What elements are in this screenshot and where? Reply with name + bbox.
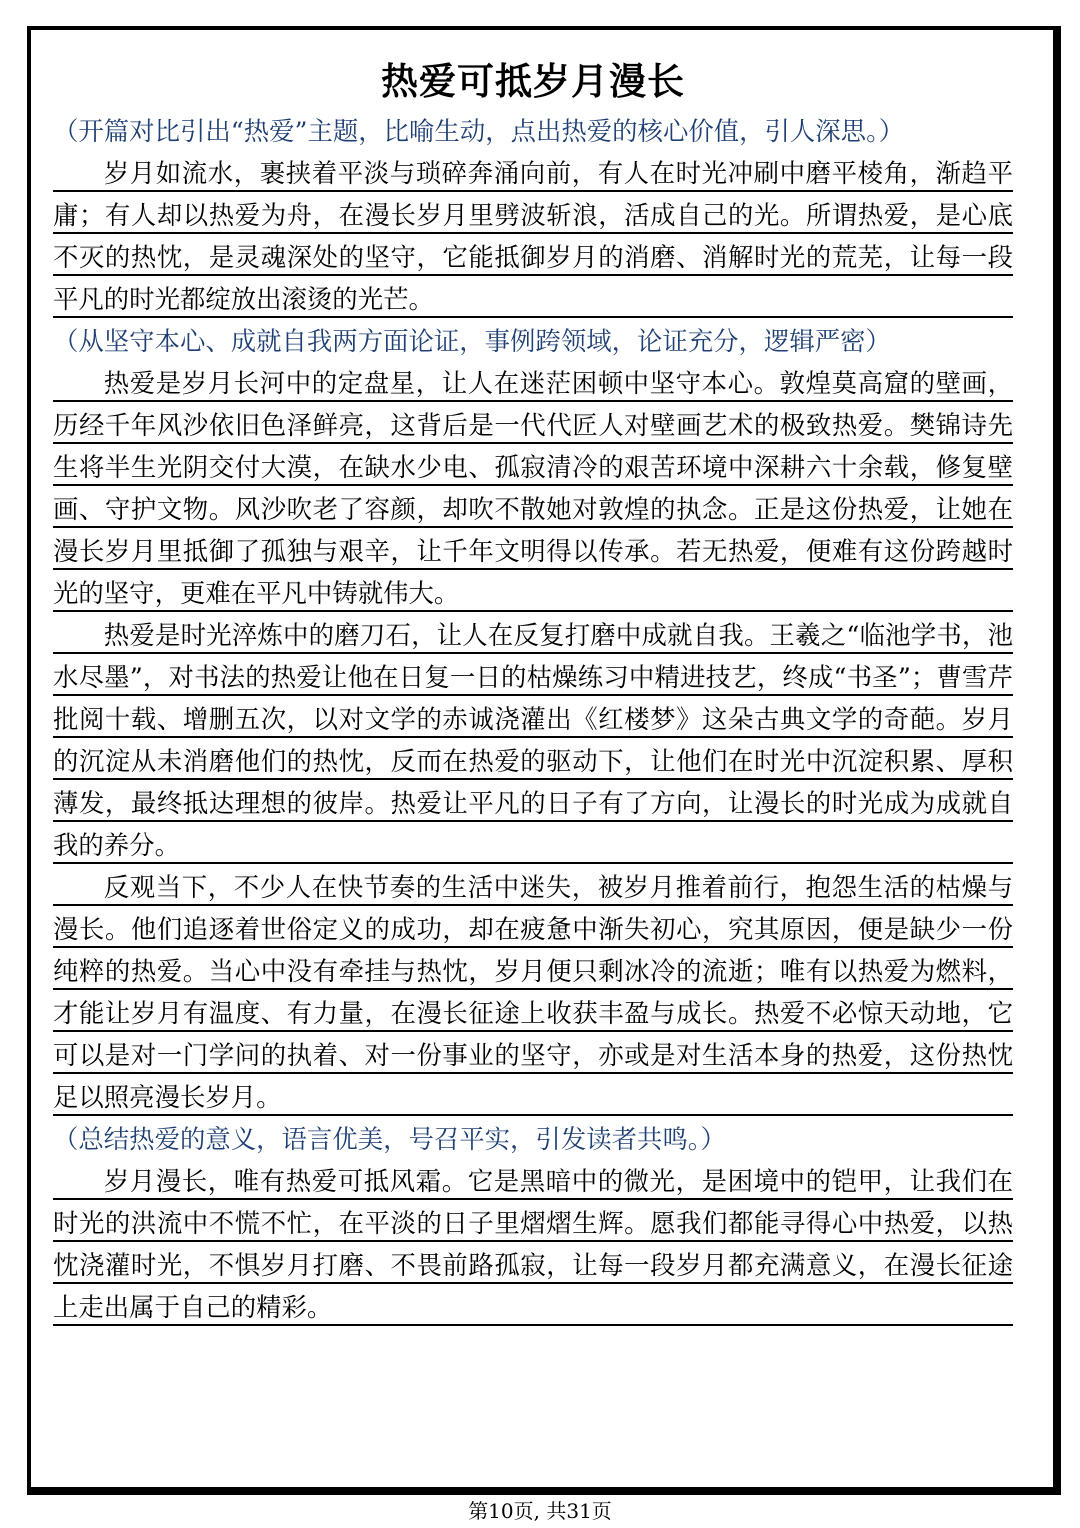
page-frame [27,26,1061,1495]
paragraph-body-2: 热爱是时光淬炼中的磨刀石，让人在反复打磨中成就自我。王羲之“临池学书，池水尽墨”，对书法的热爱让他在日复一日的枯燥练习中精进技艺，终成“书圣”；曹雪芹批阅十载、增删五次，以对文学的赤诚浇灌出《红楼梦》这朵古典文学的奇葩。岁月的沉淀从未消磨他们的热忱，反而在热爱的驱动下，让他们在时光中沉淀积累、厚积薄发，最终抵达理想的彼岸。热爱让平凡的日子有了方向，让漫长的时光成为成就自我的养分。 [53,614,1013,866]
paragraph-conclusion: 岁月漫长，唯有热爱可抵风霜。它是黑暗中的微光，是困境中的铠甲，让我们在时光的洪流中不慌不忙，在平淡的日子里熠熠生辉。愿我们都能寻得心中热爱，以热忱浇灌时光，不惧岁月打磨、不畏前路孤寂，让每一段岁月都充满意义，在漫长征途上走出属于自己的精彩。 [53,1160,1013,1328]
paragraph-body-1: 热爱是岁月长河中的定盘星，让人在迷茫困顿中坚守本心。敦煌莫高窟的壁画，历经千年风沙依旧色泽鲜亮，这背后是一代代匠人对壁画艺术的极致热爱。樊锦诗先生将半生光阴交付大漠，在缺水少电、孤寂清冷的艰苦环境中深耕六十余载，修复壁画、守护文物。风沙吹老了容颜，却吹不散她对敦煌的执念。正是这份热爱，让她在漫长岁月里抵御了孤独与艰辛，让千年文明得以传承。若无热爱，便难有这份跨越时光的坚守，更难在平凡中铸就伟大。 [53,362,1013,614]
essay-content [53,54,1013,1328]
annotation-intro: （开篇对比引出“热爱”主题，比喻生动，点出热爱的核心价值，引人深思。） [53,116,905,146]
paragraph-body-3: 反观当下，不少人在快节奏的生活中迷失，被岁月推着前行，抱怨生活的枯燥与漫长。他们追逐着世俗定义的成功，却在疲惫中渐失初心，究其原因，便是缺少一份纯粹的热爱。当心中没有牵挂与热忱，岁月便只剩冰冷的流逝；唯有以热爱为燃料，才能让岁月有温度、有力量，在漫长征途上收获丰盈与成长。热爱不必惊天动地，它可以是对一门学问的执着、对一份事业的坚守，亦或是对生活本身的热爱，这份热忱足以照亮漫长岁月。 [53,866,1013,1118]
essay-title: 热爱可抵岁月漫长 [381,60,685,103]
annotation-body: （从坚守本心、成就自我两方面论证，事例跨领域，论证充分，逻辑严密） [53,326,891,356]
annotation-conclusion: （总结热爱的意义，语言优美，号召平实，引发读者共鸣。） [53,1124,726,1154]
page-number: 第10页, 共31页 [468,1499,612,1523]
paragraph-intro: 岁月如流水，裹挟着平淡与琐碎奔涌向前，有人在时光冲刷中磨平棱角，渐趋平庸；有人却以热爱为舟，在漫长岁月里劈波斩浪，活成自己的光。所谓热爱，是心底不灭的热忱，是灵魂深处的坚守，它能抵御岁月的消磨、消解时光的荒芜，让每一段平凡的时光都绽放出滚烫的光芒。 [53,152,1013,320]
